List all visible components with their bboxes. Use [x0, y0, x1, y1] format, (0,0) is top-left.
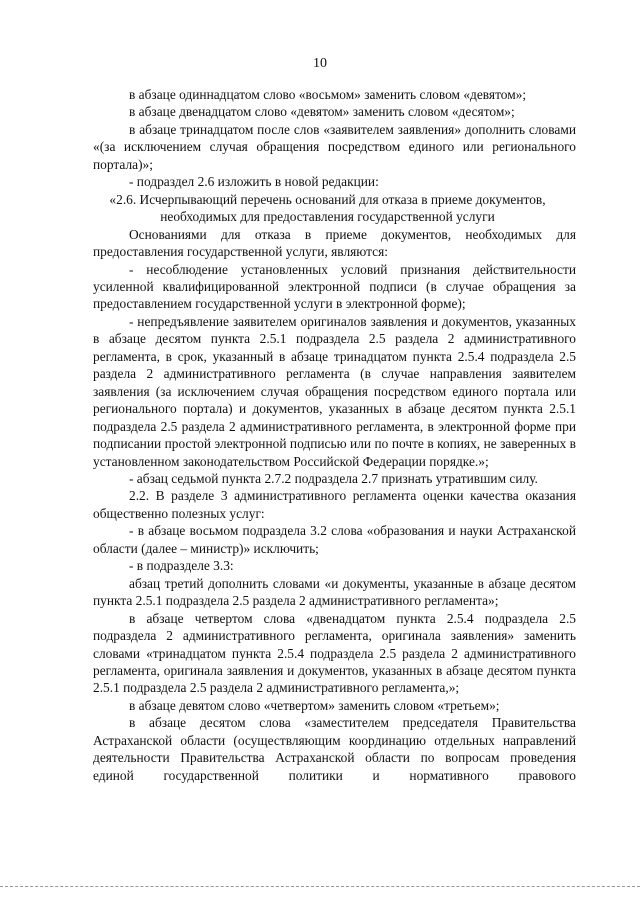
document-body — [93, 86, 576, 784]
paragraph: - в абзаце восьмом подраздела 3.2 слова «образования и науки Астраханской области (далее – министр)» исключить; — [93, 523, 576, 556]
page-number: 10 — [313, 56, 327, 71]
section-heading: «2.6. Исчерпывающий перечень оснований для отказа в приеме документов, необходимых для предоставления государственной услуги — [109, 191, 546, 225]
page-edge-line — [0, 886, 640, 887]
paragraph: в абзаце тринадцатом после слов «заявителем заявления» дополнить словами «(за исключением случая обращения посредством единого или регионального портала)»; — [93, 121, 576, 172]
paragraph: в абзаце двенадцатом слово «девятом» заменить словом «десятом»; — [129, 104, 515, 120]
paragraph: в абзаце четвертом слова «двенадцатом пункта 2.5.4 подраздела 2.5 подраздела 2 административного регламента, оригинала заявления» заменить словами «тринадцатом пункта 2.5.4 подраздела 2.5 раздела 2 административного регламента, оригинала заявления и документов, указанных в абзаце десятом пункта 2.5.1 подраздела 2.5 раздела 2 административного регламента,»; — [93, 610, 576, 696]
paragraph: абзац третий дополнить словами «и документы, указанные в абзаце десятом пункта 2.5.1 подраздела 2.5 раздела 2 административного регламента»; — [93, 575, 576, 609]
paragraph: в абзаце девятом слово «четвертом» заменить словом «третьем»; — [129, 697, 500, 713]
paragraph: - непредъявление заявителем оригиналов заявления и документов, указанных в абзаце десятом пункта 2.5.1 подраздела 2.5 раздела 2 административного регламента, в срок, указанный в абзаце тринадцатом пункта 2.5.4 подраздела 2.5 раздела 2 административного регламента (в случае направления заявителем заявления (за исключением случая обращения посредством единого портала или регионального портала) и документов, указанных в абзаце десятом пункта 2.5.1 подраздела 2.5 раздела 2 административного регламента, в электронной форме при подписании простой электронной подписью или по почте в копиях, не заверенных в установленном законодательством Российской Федерации порядке.»; — [93, 313, 576, 469]
paragraph: - несоблюдение установленных условий признания действительности усиленной квалифицированной электронной подписи (в случае обращения за предоставлением государственной услуги в электронной форме); — [93, 261, 576, 312]
paragraph: в абзаце одиннадцатом слово «восьмом» заменить словом «девятом»; — [129, 87, 527, 102]
paragraph: Основаниями для отказа в приеме документов, необходимых для предоставления государственной услуги, являются: — [93, 226, 576, 260]
paragraph: - в подразделе 3.3: — [129, 558, 234, 574]
paragraph: 2.2. В разделе 3 административного регламента оценки качества оказания общественно полезных услуг: — [93, 488, 576, 521]
paragraph: - абзац седьмой пункта 2.7.2 подраздела 2.7 признать утратившим силу. — [129, 470, 538, 486]
paragraph: - подраздел 2.6 изложить в новой редакции: — [129, 174, 379, 190]
paragraph: в абзаце десятом слова «заместителем председателя Правительства Астраханской области (осуществляющим координацию отдельных направлений деятельности Правительства Астраханской области по вопросам проведения единой государственной политики и нормативного правового — [93, 715, 576, 783]
